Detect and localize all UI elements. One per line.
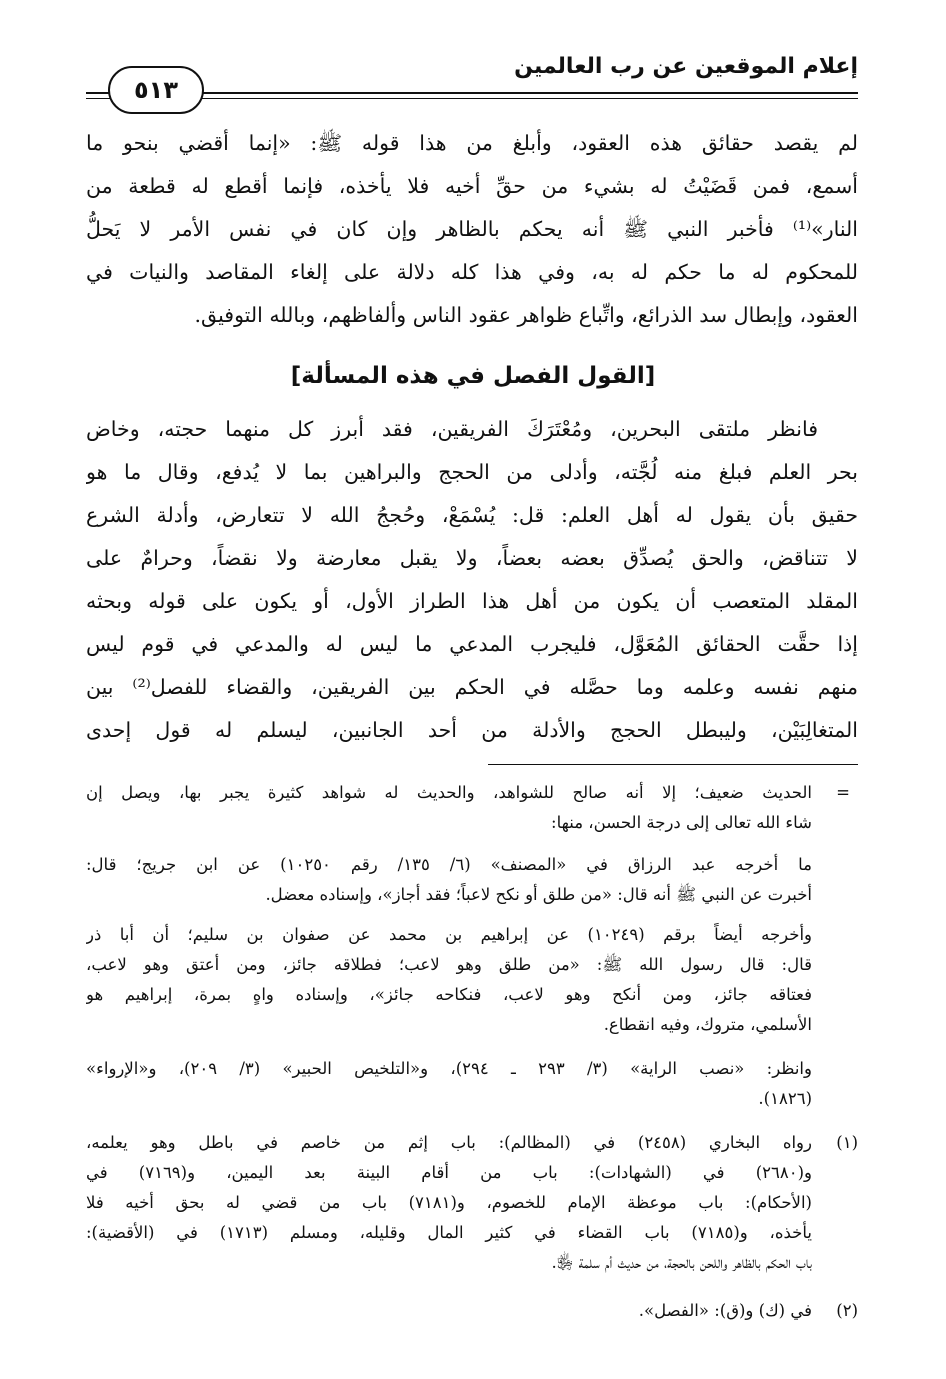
footnote-line: فعتاقه جائز، ومن أنكح وهو لاعب، فنكاحه جائز»، وإسناده واهٍ بمرة، إبراهيم هو: [86, 985, 812, 1004]
footnote-paragraph: [86, 920, 858, 1040]
text-line: للمحكوم له ما حكم له به، وفي هذا كله دلالة على إلغاء المقاصد والنيات في: [86, 260, 858, 284]
paragraph-1: [86, 122, 858, 337]
footnote-line: في (ك) و(ق): «الفصل».: [638, 1301, 812, 1320]
paragraph-2: [86, 408, 858, 752]
text-line: النار»⁽¹⁾ فأخبر النبي ﷺ أنه يحكم بالظاهر وإن كان في نفس الأمر لا يَحلُّ: [86, 217, 858, 241]
text-line: المقلد المتعصب أن يكون من أهل هذا الطراز الأول، أو يكون على قوله وبحثه: [86, 589, 858, 613]
text-line: حقيق بأن يقول له أهل العلم: قل: يُسْمَعْ، وحُججُ الله لا تتعارض، وأدلة الشرع: [86, 503, 858, 527]
footnote-line: قال: قال رسول الله ﷺ: «من طلق وهو لاعب؛ فطلاقه جائز، ومن أعتق وهو لاعب،: [86, 955, 812, 974]
text-line: لم يقصد حقائق هذه العقود، وأبلغ من هذا قوله ﷺ: «إنما أقضي بنحو ما: [86, 131, 858, 155]
text-line: إذا حقَّت الحقائق المُعَوَّل، فليجرب المدعي ما ليس له والمدعي في قوم ليس: [86, 632, 858, 656]
footnote-line: و(٢٦٨٠) في (الشهادات): باب من أقام البينة بعد اليمين، و(٧١٦٩) في: [86, 1163, 812, 1182]
page-number-badge: ٥١٣: [108, 66, 204, 114]
text-line: أسمع، فمن قَضَيْتُ له بشيء من حقِّ أخيه فلا يأخذه، فإنما أقطع له قطعة من: [86, 174, 858, 198]
footnote-line: وأخرجه أيضاً برقم (١٠٢٤٩) عن إبراهيم بن محمد عن صفوان بن سليم؛ أن أبا ذر: [86, 925, 812, 944]
footnote-line: رواه البخاري (٢٤٥٨) في (المظالم): باب إثم من خاصم في باطل وهو يعلمه،: [86, 1133, 812, 1152]
footnote-number: (٢): [836, 1301, 858, 1320]
text-line: لا تتناقض، والحق يُصدِّق بعضه بعضاً، ولا يقبل معارضة ولا نقضاً، وحرامٌ على: [86, 546, 858, 570]
footnote-paragraph: [86, 1054, 858, 1114]
footnote-line: وانظر: «نصب الراية» (٣/ ٢٩٣ ـ ٢٩٤)، و«التلخيص الحبير» (٣/ ٢٠٩)، و«الإرواء»: [86, 1059, 812, 1078]
continuation-marker: =: [836, 783, 850, 802]
footnote-line: (الأحكام): باب موعظة الإمام للخصوم، و(٧١٨١) باب من قضي له بحق أخيه فلا: [86, 1193, 812, 1212]
text-line: منهم نفسه وعلمه وما حصَّله في الحكم بين الفريقين، والقضاء للفصل⁽²⁾ بين: [86, 675, 858, 699]
footnote-line: ما أخرجه عبد الرزاق في «المصنف» (٦/ ١٣٥/ رقم ١٠٢٥٠) عن ابن جريج؛ قال:: [86, 855, 812, 874]
footnote-paragraph: [86, 850, 858, 910]
footnote-line: باب الحكم بالظاهر واللحن بالحجة، من حديث أم سلمة ﵂.: [551, 1253, 812, 1272]
text-line: المتغالِبَيْن، وليبطل الحجج والأدلة من أحد الجانبين، ليسلم له قول إحدى: [86, 718, 858, 742]
text-line: فانظر ملتقى البحرين، ومُعْتَرَكَ الفريقين، فقد أبرز كل منهما حجته، وخاض: [86, 417, 818, 441]
text-line: العقود، وإبطال سد الذرائع، واتِّباع ظواهر عقود الناس وألفاظهم، وبالله التوفيق.: [194, 303, 858, 327]
footnote-line: أخبرت عن النبي ﷺ أنه قال: «من طلق أو نكح لاعباً؛ فقد أجاز»، وإسناده معضل.: [265, 885, 812, 904]
footnote-separator: [488, 764, 858, 765]
section-heading: [القول الفصل في هذه المسألة]: [290, 363, 656, 389]
text-line: بحر العلم فبلغ منه لُجَّته، وأدلى من الحجج والبراهين بما لا يُدفع، وقال ما هو: [86, 460, 858, 484]
footnote-line: الحديث ضعيف؛ إلا أنه صالح للشواهد، والحديث له شواهد كثيرة يجبر بها، ويصل إن: [86, 783, 812, 802]
footnote-line: (١٨٢٦).: [758, 1089, 812, 1108]
footnote-line: شاء الله تعالى إلى درجة الحسن، منها:: [551, 813, 812, 832]
footnote-line: يأخذه، و(٧١٨٥) باب القضاء في كثير المال وقليله، ومسلم (١٧١٣) في (الأقضية):: [86, 1223, 812, 1242]
footnote-continuation: [86, 778, 858, 838]
footnote-number: (١): [836, 1133, 858, 1152]
footnote-line: الأسلمي، متروك، وفيه انقطاع.: [603, 1015, 812, 1034]
footnote-2: [86, 1296, 858, 1326]
footnote-1: [86, 1128, 858, 1278]
running-title: إعلام الموقعين عن رب العالمين: [514, 54, 858, 79]
